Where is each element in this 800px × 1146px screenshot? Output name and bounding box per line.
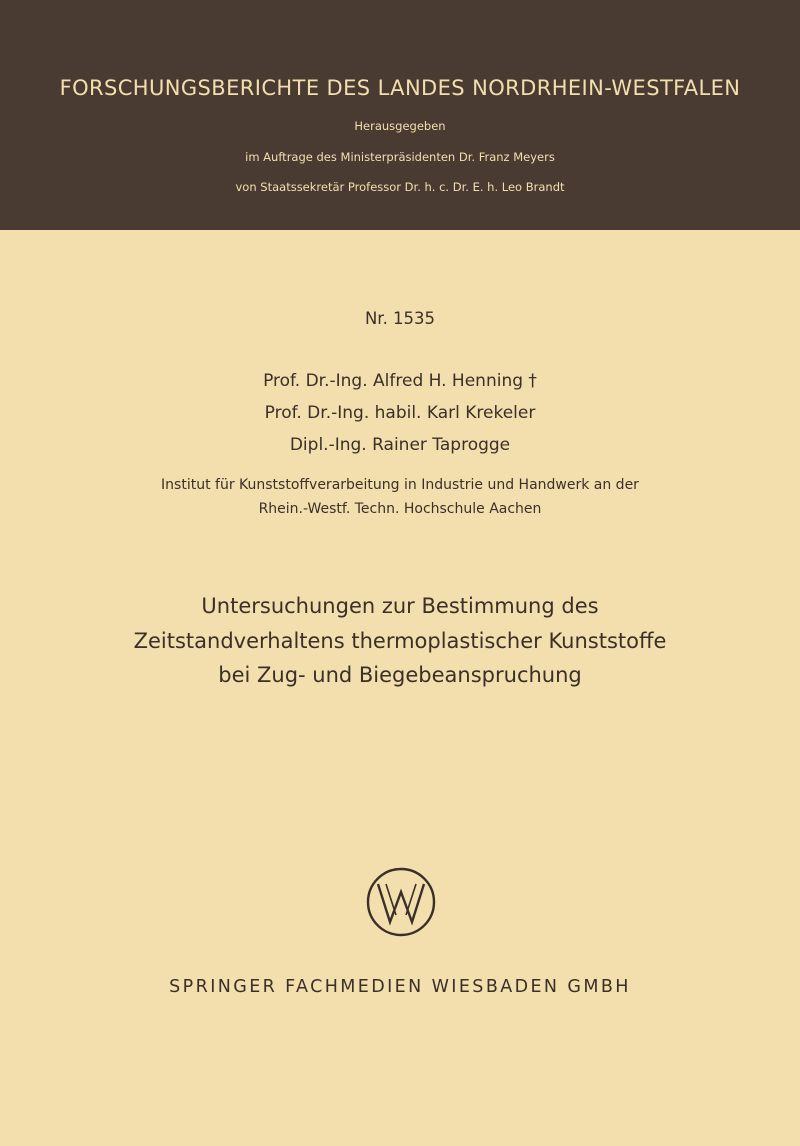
editor-line-2: im Auftrage des Ministerpräsidenten Dr. Franz Meyers — [245, 150, 555, 164]
report-number: Nr. 1535 — [364, 309, 436, 328]
book-title-line-1: Untersuchungen zur Bestimmung des — [201, 594, 599, 618]
header-band — [0, 0, 800, 230]
institute-line-2: Rhein.-Westf. Techn. Hochschule Aachen — [258, 501, 542, 517]
editor-line-1: Herausgegeben — [354, 119, 446, 133]
editor-line-3: von Staatssekretär Professor Dr. h. c. Dr. E. h. Leo Brandt — [235, 180, 565, 194]
institute-line-1: Institut für Kunststoffverarbeitung in Industrie und Handwerk an der — [161, 477, 639, 493]
author-2: Prof. Dr.-Ing. habil. Karl Krekeler — [264, 403, 536, 423]
author-3: Dipl.-Ing. Rainer Taprogge — [289, 435, 511, 455]
series-title: FORSCHUNGSBERICHTE DES LANDES NORDRHEIN-WESTFALEN — [59, 76, 741, 100]
author-1: Prof. Dr.-Ing. Alfred H. Henning † — [263, 371, 537, 391]
publisher-name: SPRINGER FACHMEDIEN WIESBADEN GMBH — [169, 977, 631, 997]
book-title-line-3: bei Zug- und Biegebeanspruchung — [218, 663, 582, 687]
springer-w-logo-icon — [365, 866, 437, 938]
book-title-line-2: Zeitstandverhaltens thermoplastischer Kunststoffe — [133, 629, 667, 653]
